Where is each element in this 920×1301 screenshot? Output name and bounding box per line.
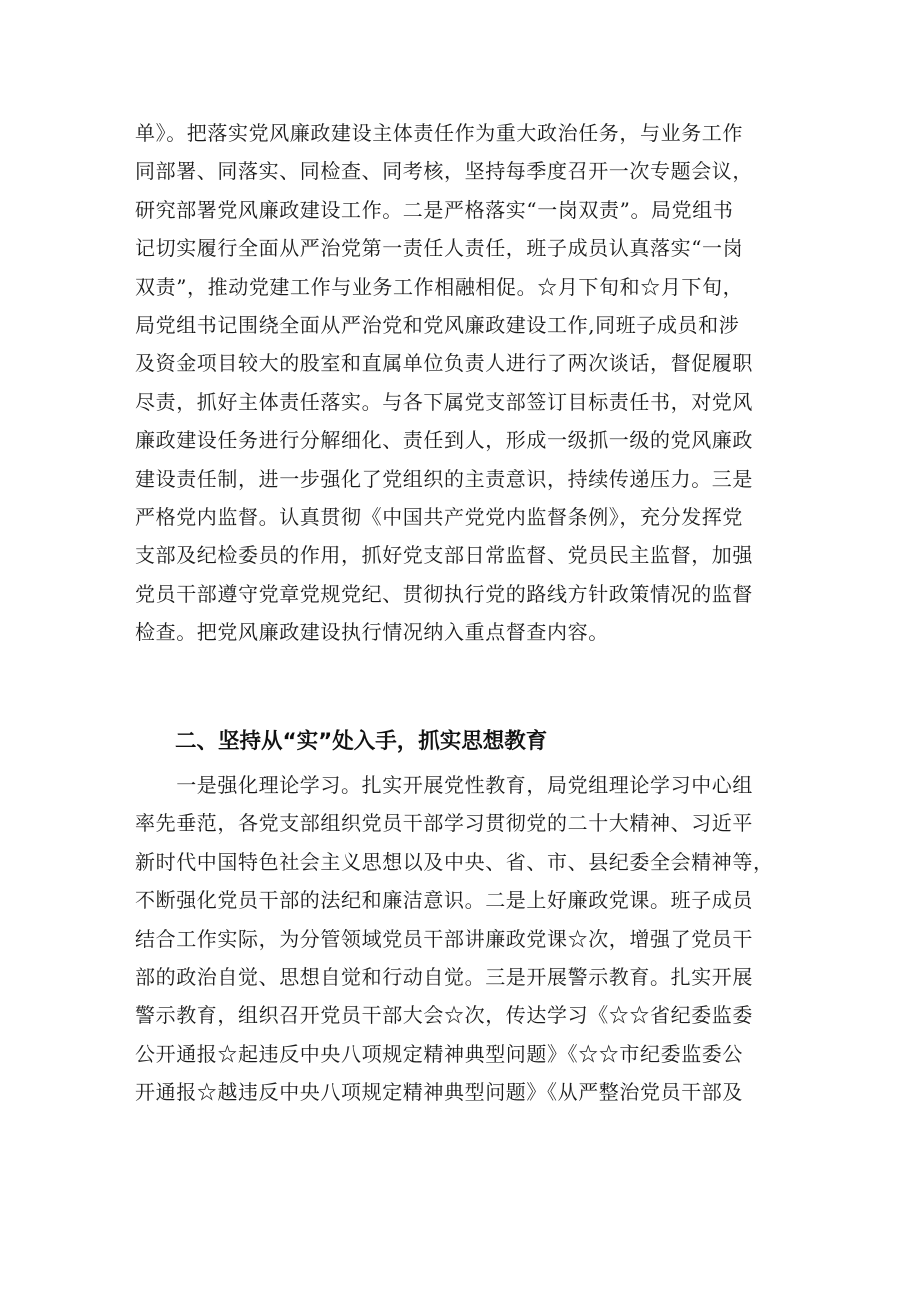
paragraph-line: 公开通报☆起违反中央八项规定精神典型问题》《☆☆市纪委监委公 <box>135 1041 743 1066</box>
paragraph-line: 开通报☆越违反中央八项规定精神典型问题》《从严整治党员干部及 <box>135 1080 743 1105</box>
paragraph-line: 尽责，抓好主体责任落实。与各下属党支部签订目标责任书，对党风 <box>135 389 753 414</box>
paragraph-line: 党员干部遵守党章党规党纪、贯彻执行党的路线方针政策情况的监督 <box>135 581 753 606</box>
paragraph-line: 支部及纪检委员的作用，抓好党支部日常监督、党员民主监督，加强 <box>135 543 753 568</box>
paragraph-line: 警示教育，组织召开党员干部大会☆次，传达学习《☆☆省纪委监委 <box>135 1003 753 1028</box>
paragraph-line: 新时代中国特色社会主义思想以及中央、省、市、县纪委全会精神等， <box>135 849 774 874</box>
paragraph-line: 同部署、同落实、同检查、同考核，坚持每季度召开一次专题会议， <box>135 159 753 184</box>
paragraph-line: 一是强化理论学习。扎实开展党性教育，局党组理论学习中心组 <box>135 773 753 797</box>
paragraph-line: 研究部署党风廉政建设工作。二是严格落实“一岗双责”。局党组书 <box>135 197 734 222</box>
section-heading: 二、坚持从“实”处入手，抓实思想教育 <box>175 729 548 754</box>
paragraph-line: 局党组书记围绕全面从严治党和党风廉政建设工作,同班子成员和涉 <box>135 313 740 338</box>
paragraph-line: 记切实履行全面从严治党第一责任人责任，班子成员认真落实“一岗 <box>135 236 744 261</box>
paragraph-line: 部的政治自觉、思想自觉和行动自觉。三是开展警示教育。扎实开展 <box>135 965 753 990</box>
paragraph-line: 结合工作实际，为分管领域党员干部讲廉政党课☆次，增强了党员干 <box>135 926 753 951</box>
paragraph-line: 双责”，推动党建工作与业务工作相融相促。☆月下旬和☆月下旬， <box>135 274 744 299</box>
paragraph-line: 单》。把落实党风廉政建设主体责任作为重大政治任务，与业务工作 <box>135 121 743 145</box>
paragraph-line: 不断强化党员干部的法纪和廉洁意识。二是上好廉政党课。班子成员 <box>135 888 753 913</box>
paragraph-line: 率先垂范，各党支部组织党员干部学习贯彻党的二十大精神、习近平 <box>135 811 753 836</box>
body-paragraph-1 <box>135 114 785 652</box>
paragraph-line: 严格党内监督。认真贯彻《中国共产党党内监督条例》，充分发挥党 <box>135 505 743 530</box>
paragraph-line: 廉政建设任务进行分解细化、责任到人，形成一级抓一级的党风廉政 <box>135 428 753 453</box>
paragraph-line: 检查。把党风廉政建设执行情况纳入重点督查内容。 <box>135 620 609 645</box>
paragraph-line: 建设责任制，进一步强化了党组织的主责意识，持续传递压力。三是 <box>135 466 753 491</box>
body-paragraph-2 <box>135 766 785 1112</box>
paragraph-line: 及资金项目较大的股室和直属单位负责人进行了两次谈话，督促履职 <box>135 351 753 376</box>
